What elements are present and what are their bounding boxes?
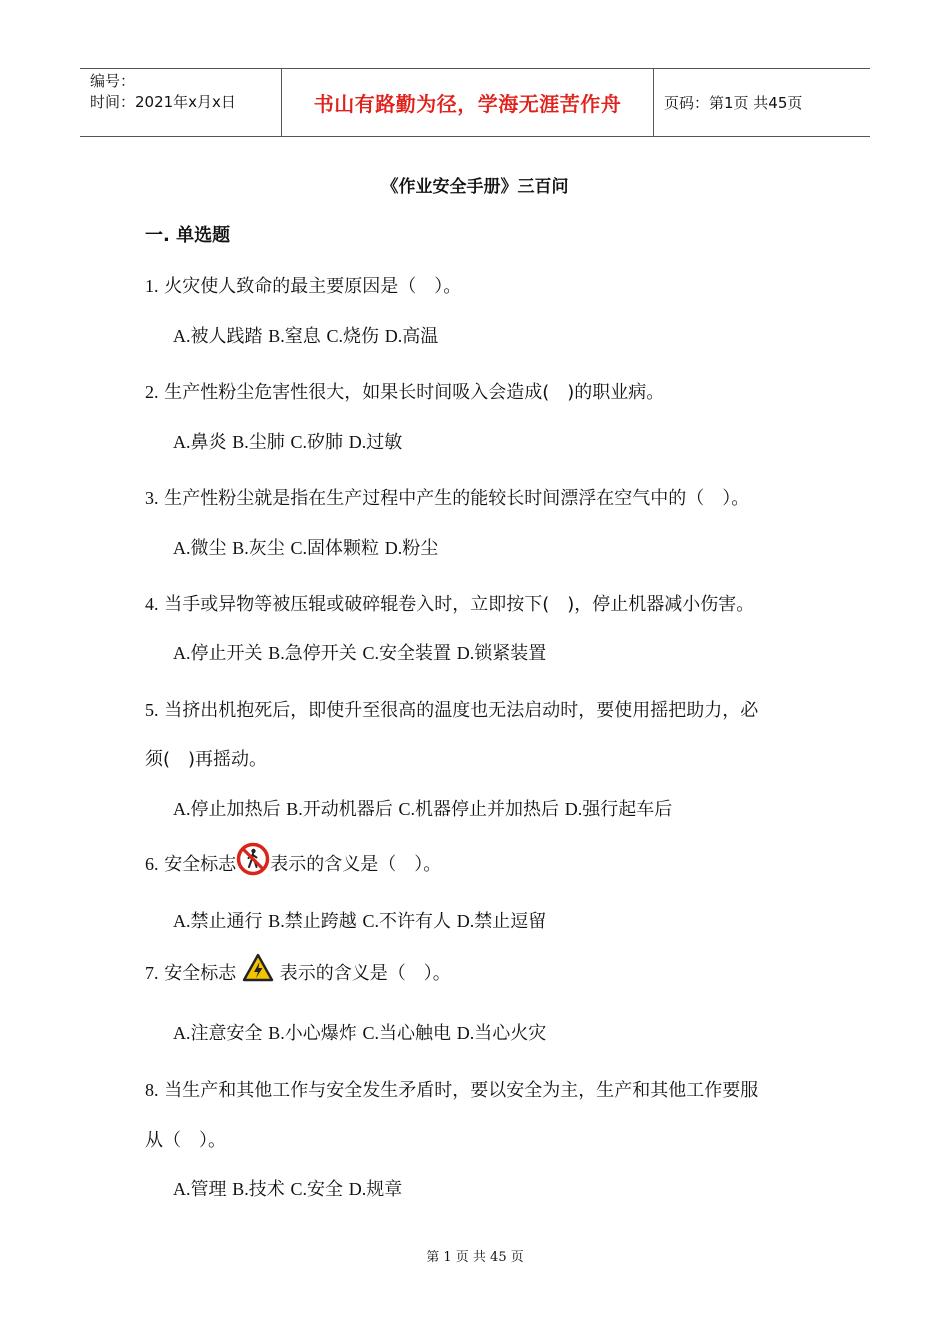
option-letter: D. xyxy=(456,911,475,931)
option-letter: D. xyxy=(456,1023,475,1043)
option-text: 高温 xyxy=(402,326,439,347)
option-text: 烧伤 xyxy=(343,326,379,347)
option-text: 停止加热后 xyxy=(190,799,281,820)
option-text: 尘肺 xyxy=(248,432,285,453)
header-time: 时间：2021年x月x日 xyxy=(90,93,236,111)
question-5-continuation: 须( )再摇动。 xyxy=(145,749,268,770)
options-6 xyxy=(173,907,546,933)
option-letter: D. xyxy=(456,643,475,663)
question-number: 3. xyxy=(145,488,159,508)
question-number: 2. xyxy=(145,382,159,402)
option-text: 锁紧装置 xyxy=(474,643,547,664)
option-letter: A. xyxy=(173,326,191,346)
options-7 xyxy=(173,1019,546,1045)
question-text-b: 表示的含义是（ ）。 xyxy=(270,854,442,875)
option-text: 矽肺 xyxy=(307,432,343,453)
question-text: 火灾使人致命的最主要原因是（ ）。 xyxy=(164,276,462,297)
options-2 xyxy=(173,428,402,454)
option-text: 急停开关 xyxy=(284,643,357,664)
option-text: 小心爆炸 xyxy=(284,1023,357,1044)
option-text: 管理 xyxy=(190,1179,227,1200)
question-3 xyxy=(145,484,749,510)
option-letter: B. xyxy=(286,799,303,819)
option-text: 开动机器后 xyxy=(302,799,393,820)
option-text: 注意安全 xyxy=(190,1023,263,1044)
question-text: 生产性粉尘就是指在生产过程中产生的能较长时间漂浮在空气中的（ ）。 xyxy=(164,488,750,509)
option-text: 粉尘 xyxy=(402,538,439,559)
section-heading: 一. 单选题 xyxy=(145,225,231,246)
option-letter: B. xyxy=(268,326,285,346)
question-text: 当生产和其他工作与安全发生矛盾时，要以安全为主，生产和其他工作要服 xyxy=(164,1080,759,1101)
options-8 xyxy=(173,1175,402,1201)
option-text: 禁止逗留 xyxy=(474,911,547,932)
header-page-info: 页码：第1页 共45页 xyxy=(664,94,803,112)
option-letter: C. xyxy=(362,1023,379,1043)
option-letter: A. xyxy=(173,643,191,663)
option-text: 不许有人 xyxy=(379,911,451,932)
question-4 xyxy=(145,590,754,616)
no-pedestrian-sign-icon xyxy=(236,842,270,888)
option-letter: C. xyxy=(290,432,307,452)
option-text: 机器停止并加热后 xyxy=(415,799,559,820)
question-number: 7. xyxy=(145,963,159,983)
page-footer: 第 1 页 共 45 页 xyxy=(426,1250,524,1265)
page-header xyxy=(80,68,870,137)
option-letter: A. xyxy=(173,911,191,931)
question-6 xyxy=(145,842,441,888)
option-text: 停止开关 xyxy=(190,643,263,664)
option-text: 规章 xyxy=(366,1179,403,1200)
option-letter: A. xyxy=(173,1023,191,1043)
header-number: 编号： xyxy=(90,72,136,90)
option-letter: B. xyxy=(268,1023,285,1043)
option-letter: D. xyxy=(384,538,403,558)
options-3 xyxy=(173,534,438,560)
question-text-b: 表示的含义是（ ）。 xyxy=(279,963,451,984)
option-letter: C. xyxy=(290,538,307,558)
option-text: 技术 xyxy=(248,1179,285,1200)
option-letter: A. xyxy=(173,538,191,558)
option-letter: A. xyxy=(173,799,191,819)
header-meta xyxy=(80,69,282,136)
option-letter: B. xyxy=(232,1179,249,1199)
option-letter: B. xyxy=(232,538,249,558)
option-text: 强行起车后 xyxy=(582,799,673,820)
options-1 xyxy=(173,322,438,348)
option-text: 固体颗粒 xyxy=(307,538,379,559)
option-letter: C. xyxy=(398,799,415,819)
option-letter: A. xyxy=(173,432,191,452)
question-2 xyxy=(145,378,664,404)
question-number: 8. xyxy=(145,1080,159,1100)
option-text: 被人践踏 xyxy=(190,326,263,347)
option-text: 鼻炎 xyxy=(190,432,227,453)
question-text: 当手或异物等被压辊或破碎辊卷入时，立即按下( )，停止机器减小伤害。 xyxy=(164,594,755,615)
option-letter: A. xyxy=(173,1179,191,1199)
options-4 xyxy=(173,639,546,665)
question-number: 4. xyxy=(145,594,159,614)
option-letter: D. xyxy=(348,432,367,452)
option-letter: C. xyxy=(290,1179,307,1199)
option-text: 安全 xyxy=(307,1179,343,1200)
question-number: 5. xyxy=(145,700,159,720)
option-letter: D. xyxy=(564,799,583,819)
question-text-a: 安全标志 xyxy=(164,963,237,984)
option-letter: D. xyxy=(384,326,403,346)
question-text-a: 安全标志 xyxy=(164,854,237,875)
option-letter: C. xyxy=(326,326,343,346)
question-text: 生产性粉尘危害性很大，如果长时间吸入会造成( )的职业病。 xyxy=(164,382,665,403)
options-5 xyxy=(173,795,672,821)
header-motto: 书山有路勤为径，学海无涯苦作舟 xyxy=(282,69,654,136)
question-5 xyxy=(145,696,758,722)
option-letter: D. xyxy=(348,1179,367,1199)
option-text: 微尘 xyxy=(190,538,227,559)
option-text: 安全装置 xyxy=(379,643,451,664)
option-letter: B. xyxy=(268,911,285,931)
option-letter: B. xyxy=(232,432,249,452)
option-text: 禁止通行 xyxy=(190,911,263,932)
option-text: 过敏 xyxy=(366,432,403,453)
question-text: 当挤出机抱死后，即使升至很高的温度也无法启动时，要使用摇把助力，必 xyxy=(164,700,759,721)
question-8-continuation: 从（ ）。 xyxy=(145,1130,226,1151)
electric-shock-warning-icon xyxy=(242,953,274,995)
option-text: 当心火灾 xyxy=(474,1023,547,1044)
document-title: 《作业安全手册》三百问 xyxy=(381,177,569,197)
question-8 xyxy=(145,1076,758,1102)
option-letter: C. xyxy=(362,643,379,663)
option-text: 禁止跨越 xyxy=(284,911,357,932)
question-number: 1. xyxy=(145,276,159,296)
option-text: 窒息 xyxy=(284,326,321,347)
option-letter: C. xyxy=(362,911,379,931)
question-7 xyxy=(145,953,451,995)
option-text: 当心触电 xyxy=(379,1023,451,1044)
question-1 xyxy=(145,272,461,298)
option-text: 灰尘 xyxy=(248,538,285,559)
question-number: 6. xyxy=(145,854,159,874)
option-letter: B. xyxy=(268,643,285,663)
